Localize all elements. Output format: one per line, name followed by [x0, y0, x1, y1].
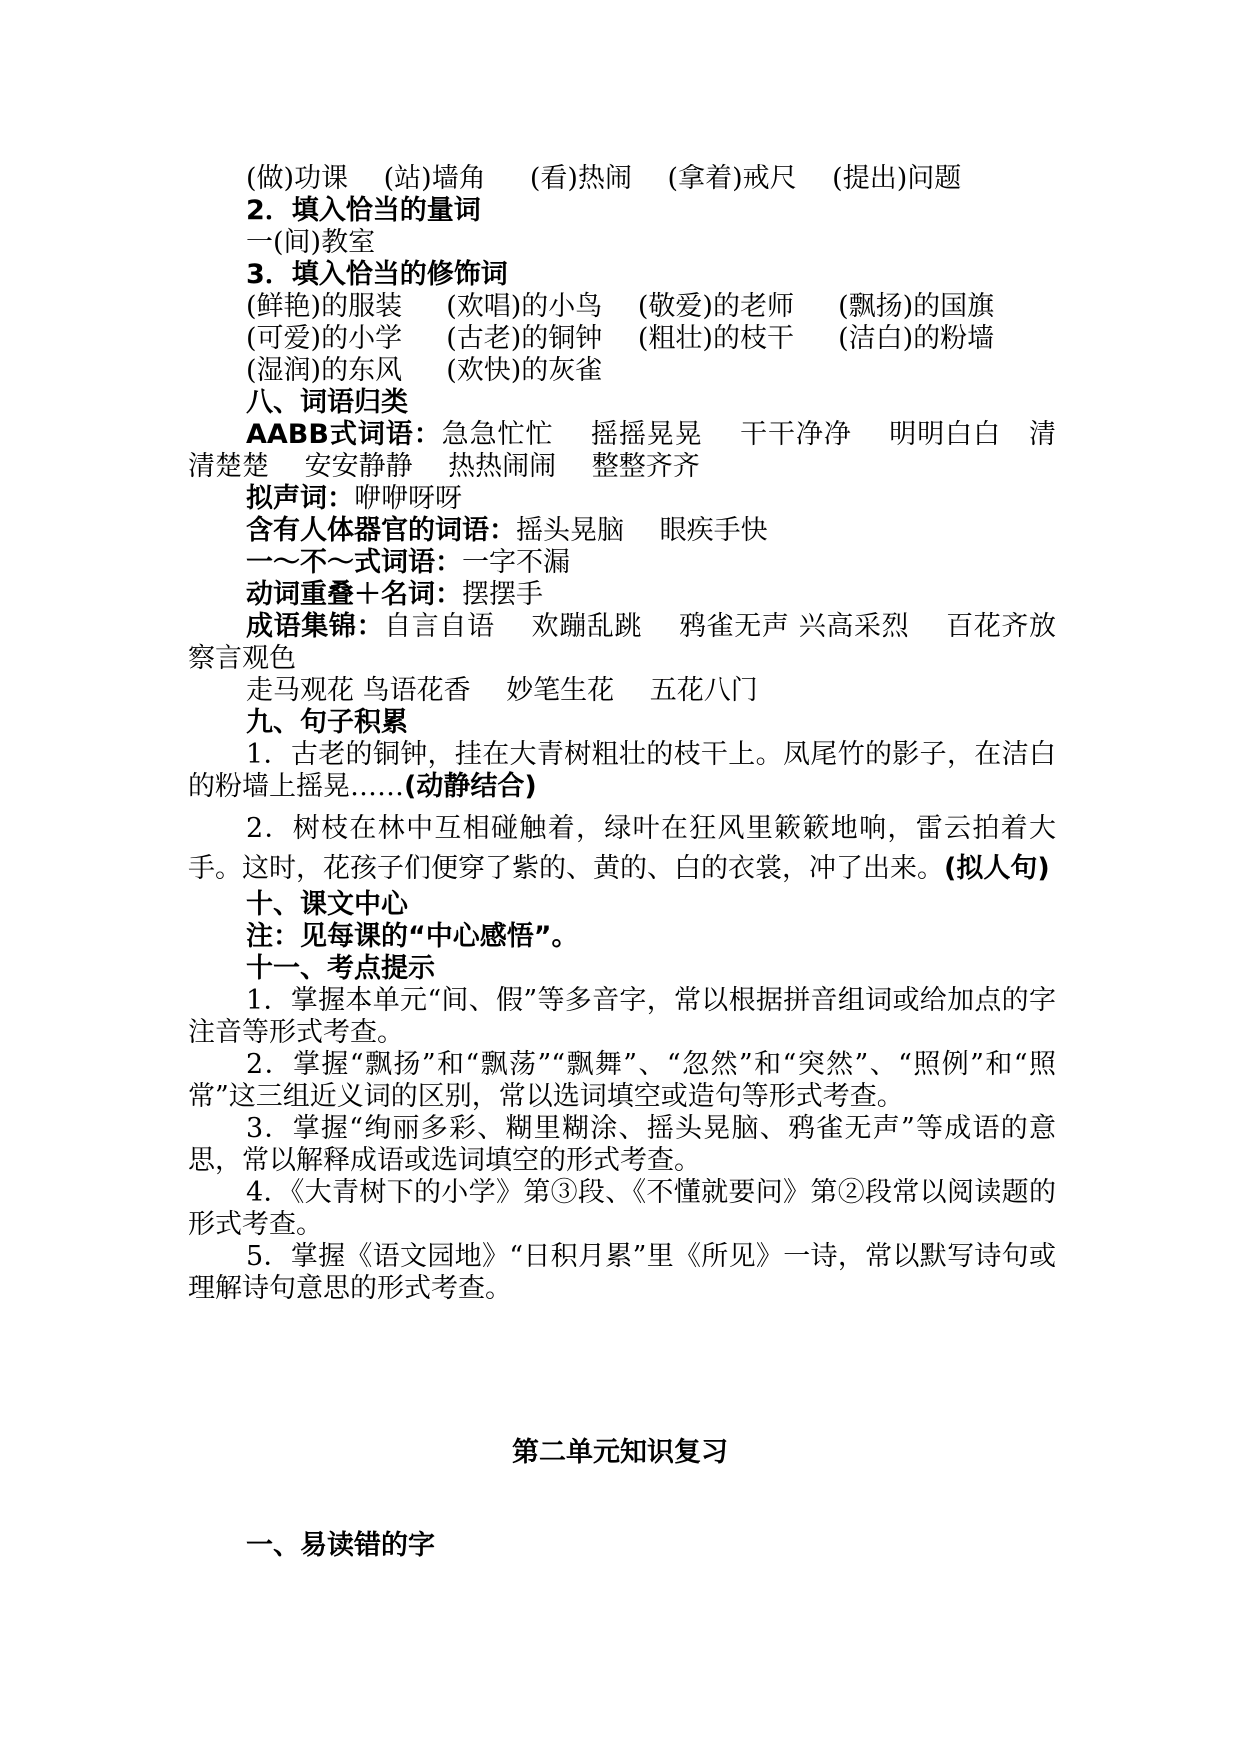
- exam-tip-3: 3．掌握“绚丽多彩、糊里糊涂、摇头晃脑、鸦雀无声”等成语的意思，常以解释成语或选词填空的形式考查。: [188, 1113, 1056, 1176]
- heading-modifier-words: 3．填入恰当的修饰词: [246, 259, 508, 290]
- sentence-1-text: 1．古老的铜钟，挂在大青树粗壮的枝干上。凤尾竹的影子，在洁白的粉墙上摇晃……: [188, 739, 1056, 802]
- onomatopoeia-label: 拟声词：: [246, 483, 354, 514]
- measure-word-line: 一(间)教室: [246, 227, 376, 258]
- body-part-label: 含有人体器官的词语：: [246, 515, 516, 546]
- onomatopoeia-list: 咿咿呀呀: [354, 483, 462, 514]
- exam-tip-1: 1．掌握本单元“间、假”等多音字，常以根据拼音组词或给加点的字注音等形式考查。: [188, 985, 1056, 1048]
- sentence-2: [188, 809, 1056, 889]
- aabb-list: 急急忙忙 摇摇晃晃 干干净净 明明白白 清清楚楚 安安静静 热热闹闹 整整齐齐: [188, 419, 1057, 482]
- exam-tip-5: 5．掌握《语文园地》“日积月累”里《所见》一诗，常以默写诗句或理解诗句意思的形式考查。: [188, 1241, 1056, 1304]
- idiom-collection-cont: 走马观花 鸟语花香 妙笔生花 五花八门: [246, 675, 758, 706]
- idiom-collection: [188, 611, 1092, 675]
- verb-repeat-words: [188, 579, 1056, 611]
- yi-bu-words: [188, 547, 1056, 579]
- sentence-2-text: 2．树枝在林中互相碰触着，绿叶在狂风里簌簌地响，雷云拍着大手。这时，花孩子们便穿了紫的、黄的、白的衣裳，冲了出来。: [188, 813, 1056, 884]
- onomatopoeia-words: [188, 483, 1056, 515]
- heading-text-center: 十、课文中心: [246, 889, 408, 920]
- aabb-words: [188, 419, 1056, 483]
- sentence-1-note: (动静结合): [404, 771, 537, 802]
- exam-tip-2: 2．掌握“飘扬”和“飘荡”“飘舞”、“忽然”和“突然”、“照例”和“照常”这三组近义词的区别，常以选词填空或造句等形式考查。: [188, 1049, 1056, 1112]
- body-part-words: [188, 515, 1056, 547]
- modifier-line-2: (可爱)的小学 (古老)的铜钟 (粗壮)的枝干 (洁白)的粉墙: [246, 323, 995, 354]
- section-title: 第二单元知识复习: [512, 1437, 728, 1468]
- heading-sentences: 九、句子积累: [246, 707, 408, 738]
- verb-phrase-line: (做)功课 (站)墙角 (看)热闹 (拿着)戒尺 (提出)问题: [246, 163, 962, 194]
- heading-exam-tips: 十一、考点提示: [246, 953, 435, 984]
- sentence-1: [188, 739, 1056, 803]
- modifier-line-1: (鲜艳)的服装 (欢唱)的小鸟 (敬爱)的老师 (飘扬)的国旗: [246, 291, 995, 322]
- modifier-line-3: (湿润)的东风 (欢快)的灰雀: [246, 355, 603, 386]
- yi-bu-list: 一字不漏: [462, 547, 570, 578]
- section-subtitle: 一、易读错的字: [246, 1530, 435, 1561]
- yi-bu-label: 一～不～式词语：: [246, 547, 462, 578]
- idiom-label: 成语集锦：: [246, 611, 385, 642]
- body-part-list: 摇头晃脑 眼疾手快: [516, 515, 768, 546]
- verb-repeat-list: 摆摆手: [462, 579, 543, 610]
- heading-measure-words: 2．填入恰当的量词: [246, 195, 481, 226]
- document-body: [188, 163, 1092, 1305]
- idiom-list: 自言自语 欢蹦乱跳 鸦雀无声 兴高采烈 百花齐放 察言观色: [188, 611, 1092, 674]
- heading-word-classification: 八、词语归类: [246, 387, 408, 418]
- exam-tip-4: 4．《大青树下的小学》第③段、《不懂就要问》第②段常以阅读题的形式考查。: [188, 1177, 1056, 1240]
- text-center-note: 注：见每课的“中心感悟”。: [246, 921, 579, 952]
- sentence-2-note: (拟人句): [944, 853, 1050, 884]
- verb-repeat-label: 动词重叠＋名词：: [246, 579, 462, 610]
- aabb-label: AABB式词语：: [246, 419, 442, 450]
